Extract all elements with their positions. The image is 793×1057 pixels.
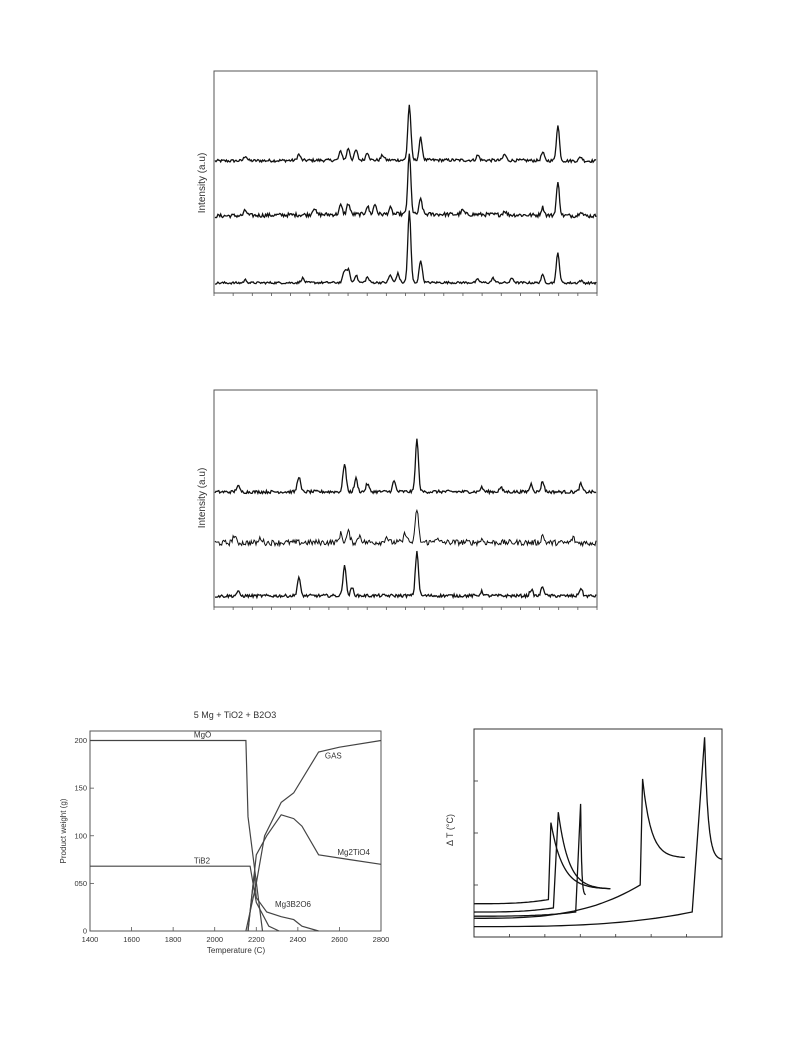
dta-curve-2 — [474, 812, 610, 912]
dta-curve-1 — [474, 823, 610, 904]
y-axis-label: Δ T (°C) — [445, 814, 455, 846]
axes-ticks — [74, 736, 389, 944]
xrd-trace-top — [215, 439, 596, 494]
series-label: TiB2 — [193, 856, 211, 866]
xrd-chart-top — [197, 71, 597, 296]
xrd-trace-top — [215, 105, 596, 163]
plot-frame — [214, 390, 597, 607]
y-tick-label: 200 — [74, 736, 87, 746]
y-tick-label: 150 — [74, 783, 87, 793]
xrd-traces — [215, 105, 596, 284]
dta-curve-5 — [474, 737, 722, 926]
x-axis-ticks — [214, 293, 597, 296]
plot-frame — [90, 731, 381, 931]
dta-curves — [474, 737, 722, 926]
x-tick-label: 1600 — [123, 935, 140, 944]
series-label: Mg2TiO4 — [337, 847, 370, 857]
plot-frame — [214, 71, 597, 293]
chart-title: 5 Mg + TiO2 + B2O3 — [193, 710, 277, 720]
series-line-tib2 — [90, 866, 279, 931]
x-axis-label: Temperature (C) — [206, 946, 266, 955]
x-tick-label: 2400 — [289, 935, 307, 944]
y-axis-label: Intensity (a.u) — [197, 152, 208, 214]
y-axis-label: Intensity (a.u) — [197, 467, 208, 529]
x-tick-label: 2200 — [247, 935, 265, 944]
x-tick-label: 1400 — [81, 935, 99, 944]
xrd-trace-bottom — [215, 211, 596, 285]
product-weight-chart — [59, 710, 389, 955]
x-axis-ticks — [214, 607, 597, 610]
series-label: MgO — [193, 730, 212, 740]
plot-frame — [474, 729, 722, 937]
series-line-mgo — [90, 741, 263, 932]
x-tick-label: 2600 — [331, 935, 348, 944]
series-lines — [90, 741, 381, 932]
xrd-trace-middle — [215, 510, 596, 545]
dta-curve-4 — [474, 779, 685, 918]
y-tick-label: 100 — [74, 831, 87, 841]
xrd-traces — [215, 439, 596, 598]
xrd-trace-bottom — [215, 551, 596, 597]
xrd-chart-middle — [197, 390, 597, 610]
x-tick-label: 2000 — [206, 935, 224, 944]
y-tick-label: 0 — [82, 926, 87, 936]
xrd-trace-middle — [215, 154, 596, 218]
x-tick-label: 1800 — [164, 935, 182, 944]
dta-chart — [445, 729, 722, 937]
series-labels — [194, 731, 371, 910]
y-tick-label: 050 — [74, 878, 87, 888]
series-label: Mg3B2O6 — [274, 900, 312, 910]
series-label: GAS — [324, 751, 342, 761]
y-axis-label: Product weight (g) — [59, 798, 68, 864]
x-tick-label: 2800 — [372, 935, 390, 944]
series-line-mg2tio4 — [248, 815, 381, 931]
